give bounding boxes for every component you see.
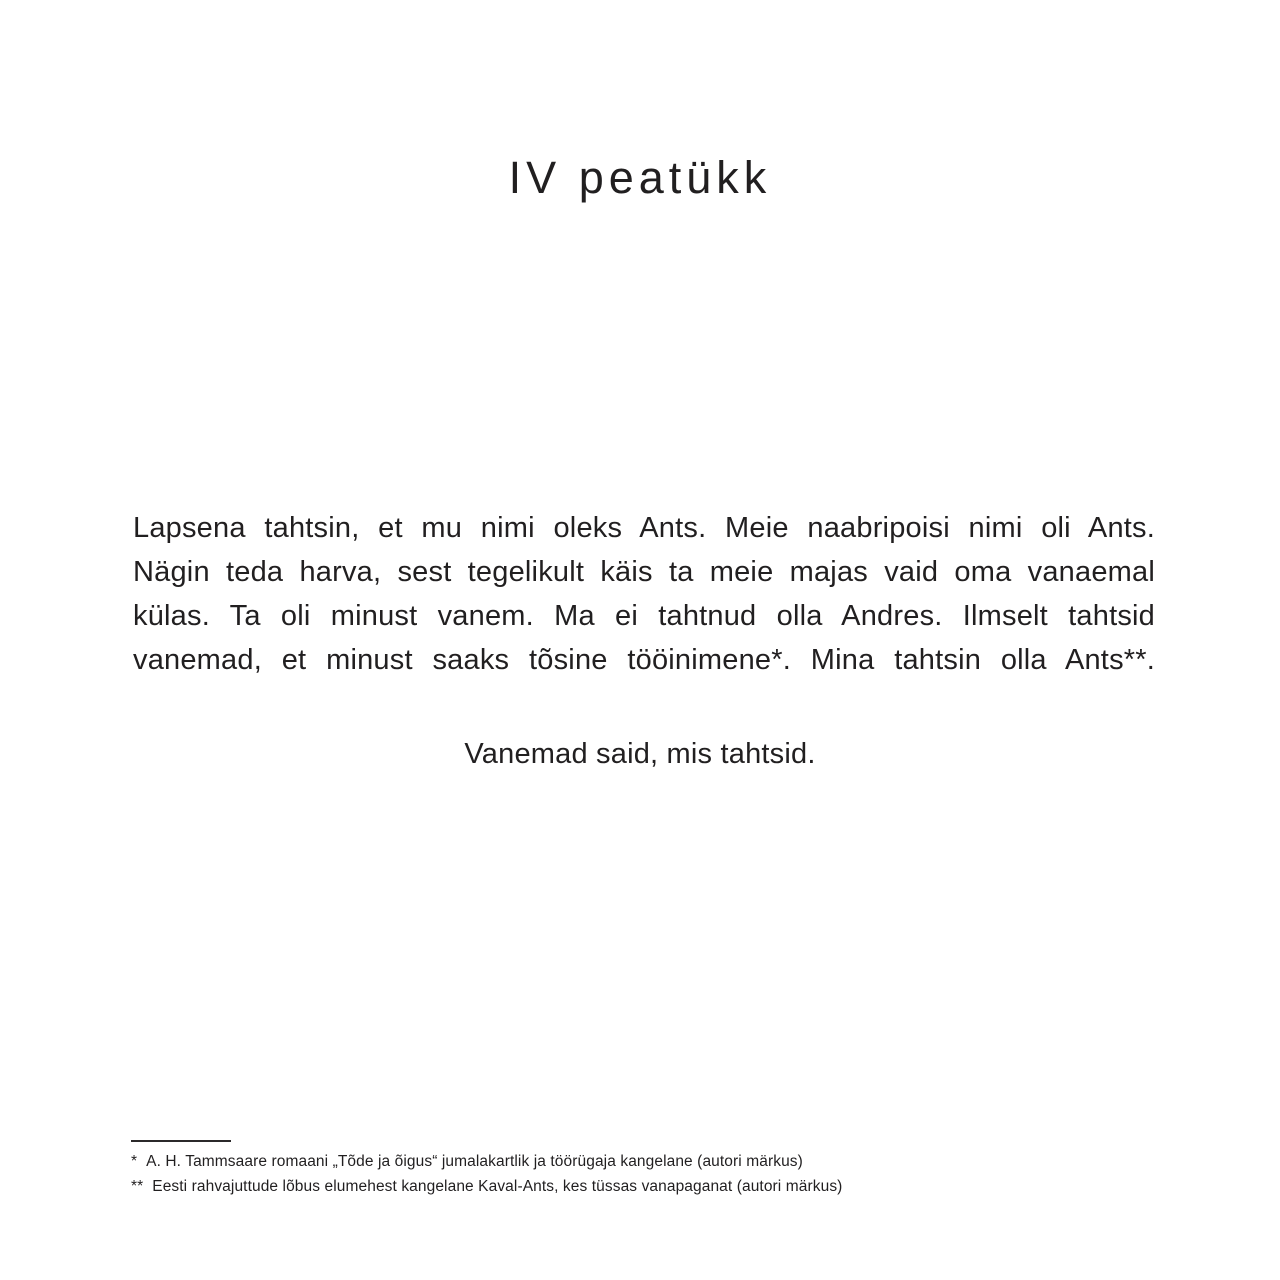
footnote-text: A. H. Tammsaare romaani „Tõde ja õigus“ jumalakartlik ja töörügaja kangelane (autori märkus) <box>146 1153 803 1170</box>
chapter-title: IV peatükk <box>508 152 772 203</box>
footnote-section <box>131 1140 951 1199</box>
paragraph-line: külas. Ta oli minust vanem. Ma ei tahtnud olla Andres. Ilmselt tahtsid <box>133 600 1155 632</box>
footnote-item <box>131 1149 951 1174</box>
paragraph-line: Nägin teda harva, sest tegelikult käis ta meie majas vaid oma vanaemal <box>133 556 1155 588</box>
paragraph-line: vanemad, et minust saaks tõsine tööinimene*. Mina tahtsin olla Ants**. <box>133 644 1155 676</box>
standalone-sentence: Vanemad said, mis tahtsid. <box>464 738 816 770</box>
paragraph <box>133 506 1155 682</box>
paragraph-line: Lapsena tahtsin, et mu nimi oleks Ants. Meie naabripoisi nimi oli Ants. <box>133 512 1155 544</box>
footnote-item <box>131 1174 951 1199</box>
footnote-divider <box>131 1140 231 1142</box>
footnote-text: Eesti rahvajuttude lõbus elumehest kangelane Kaval-Ants, kes tüssas vanapaganat (autori märkus) <box>152 1178 843 1195</box>
footnote-marker: * <box>131 1153 138 1170</box>
footnote-marker: ** <box>131 1178 144 1195</box>
